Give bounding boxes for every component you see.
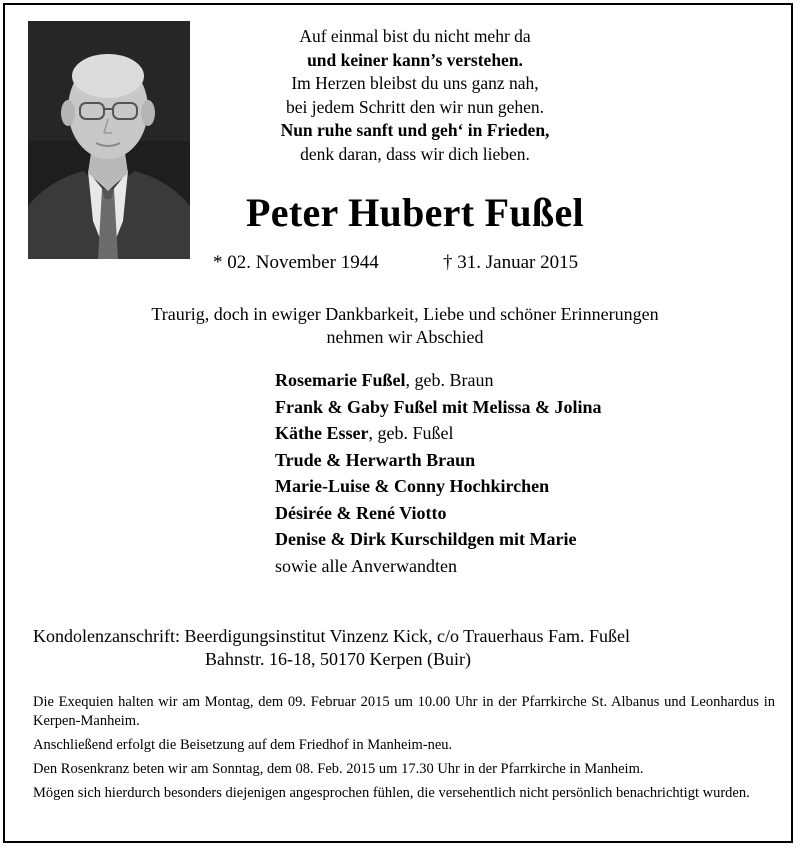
mourner-entry bbox=[275, 420, 695, 447]
mourner-note: , geb. Braun bbox=[405, 370, 494, 390]
mourner-entry bbox=[275, 394, 695, 421]
poem-line: und keiner kann’s verstehen. bbox=[307, 49, 523, 70]
obituary-notice bbox=[3, 3, 793, 843]
poem-line: bei jedem Schritt den wir nun gehen. bbox=[285, 96, 545, 117]
poem bbox=[205, 25, 625, 166]
mourner-entry bbox=[275, 447, 695, 474]
mourner-name: Trude & Herwarth Braun bbox=[275, 449, 476, 470]
mourner-entry bbox=[275, 367, 695, 394]
mourner-name: Käthe Esser bbox=[275, 423, 369, 443]
mourner-entry bbox=[275, 500, 695, 527]
mourner-note: , geb. Fußel bbox=[368, 423, 454, 443]
mourner-name: Désirée & René Viotto bbox=[275, 502, 447, 523]
mourners-list bbox=[275, 367, 695, 579]
condolence-address bbox=[33, 625, 773, 671]
service-note: Die Exequien halten wir am Montag, dem 09. Februar 2015 um 10.00 Uhr in der Pfarrkirche St. Albanus und Leonhardus in Kerpen-Manheim. bbox=[33, 694, 775, 729]
condolence-street: Bahnstr. 16-18, 50170 Kerpen (Buir) bbox=[205, 649, 471, 669]
deceased-name: Peter Hubert Fußel bbox=[246, 190, 584, 235]
mourner-name: Rosemarie Fußel bbox=[275, 370, 406, 390]
birth-date: * 02. November 1944 bbox=[213, 252, 379, 273]
service-note: Anschließend erfolgt die Beisetzung auf dem Friedhof in Manheim-neu. bbox=[33, 737, 453, 753]
intro-line: nehmen wir Abschied bbox=[326, 327, 484, 347]
service-note: Mögen sich hierdurch besonders diejenigen angesprochen fühlen, die versehentlich nicht persönlich benachrichtigt wurden. bbox=[33, 785, 750, 801]
intro-line: Traurig, doch in ewiger Dankbarkeit, Liebe und schöner Erinnerungen bbox=[151, 304, 659, 324]
mourner-name: Frank & Gaby Fußel mit Melissa & Jolina bbox=[275, 396, 602, 417]
mourner-name: Denise & Dirk Kurschildgen mit Marie bbox=[275, 529, 577, 549]
death-date: † 31. Januar 2015 bbox=[443, 252, 579, 273]
mourner-name: Marie-Luise & Conny Hochkirchen bbox=[275, 476, 550, 496]
poem-line: Auf einmal bist du nicht mehr da bbox=[299, 26, 531, 46]
portrait-photo bbox=[28, 21, 190, 259]
farewell-intro bbox=[85, 303, 725, 349]
poem-line: denk daran, dass wir dich lieben. bbox=[300, 143, 530, 164]
service-note: Den Rosenkranz beten wir am Sonntag, dem 08. Feb. 2015 um 17.30 Uhr in der Pfarrkirche in Manheim. bbox=[33, 761, 644, 777]
poem-line: Nun ruhe sanft und geh‘ in Frieden, bbox=[280, 120, 550, 140]
portrait-illustration bbox=[28, 21, 190, 259]
mourner-note: sowie alle Anverwandten bbox=[275, 555, 457, 576]
mourner-entry bbox=[275, 473, 695, 500]
poem-line: Im Herzen bleibst du uns ganz nah, bbox=[291, 73, 539, 93]
service-notes bbox=[33, 693, 775, 808]
condolence-line: Kondolenzanschrift: Beerdigungsinstitut Vinzenz Kick, c/o Trauerhaus Fam. Fußel bbox=[33, 626, 630, 646]
mourner-entry bbox=[275, 553, 695, 580]
mourner-entry bbox=[275, 526, 695, 553]
